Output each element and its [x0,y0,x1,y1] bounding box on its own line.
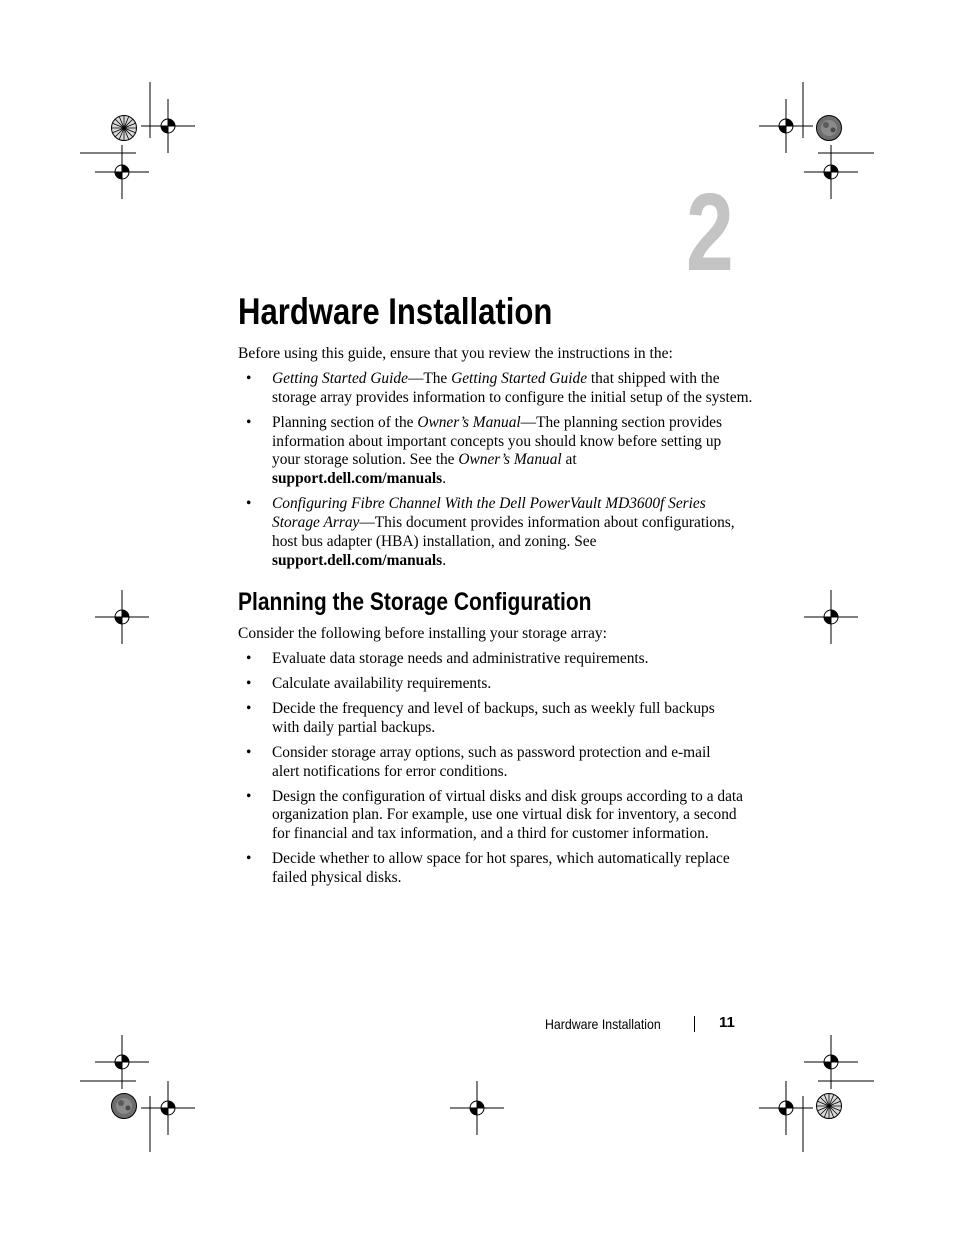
text-run: Configuring Fibre Channel With the Dell PowerVault MD3600f Series [272,495,706,513]
list-item [238,850,738,888]
list-item-line [272,451,738,470]
text-run: . [442,551,447,569]
list-item-line [272,470,738,489]
list-item [238,650,738,669]
list-item-line: with daily partial backups. [272,718,436,736]
link-text: support.dell.com/manuals [272,551,443,569]
list-item [238,414,738,489]
text-run: Owner’s Manual [458,451,562,469]
intro-bullet-list [238,370,753,570]
list-item-line [272,370,738,389]
section-title: Planning the Storage Configuration [238,588,592,616]
list-item-line [272,514,738,533]
text-run: information about important concepts you should know before setting up [272,432,722,450]
text-run: Owner’s Manual [417,413,521,431]
chapter-number: 2 [686,171,734,294]
list-item-line: • Design the configuration of virtual disks and disk groups according to a data [272,787,744,805]
list-item-line: • Calculate availability requirements. [272,674,492,692]
text-run: . [442,470,447,488]
list-item-line [272,433,738,452]
text-run: —The planning section provides [520,413,722,431]
text-run: at [561,451,577,469]
list-item [238,370,753,408]
list-item-line [272,414,738,433]
list-item-line: alert notifications for error conditions. [272,762,508,780]
list-item-line: • Consider storage array options, such as password protection and e-mail [272,743,711,761]
text-run: Storage Array [272,513,360,531]
list-item-line [272,533,738,552]
list-item-line: • Decide the frequency and level of backups, such as weekly full backups [272,699,715,717]
list-item [238,787,744,844]
intro-paragraph: Before using this guide, ensure that you review the instructions in the: [238,345,673,362]
list-item-line: failed physical disks. [272,868,402,886]
section-intro-paragraph: Consider the following before installing your storage array: [238,625,607,642]
text-run: —This document provides information about configurations, [359,513,735,531]
list-item-line [272,495,738,514]
link-text: support.dell.com/manuals [272,470,443,488]
list-item-line: • Evaluate data storage needs and administrative requirements. [272,650,649,667]
page-title: Hardware Installation [238,291,553,332]
list-item-line: for financial and tax information, and a third for customer information. [272,825,709,843]
text-run: host bus adapter (HBA) installation, and zoning. See [272,532,597,550]
list-item [238,744,738,782]
footer-divider [694,1016,695,1032]
list-item-line: • Decide whether to allow space for hot spares, which automatically replace [272,850,730,868]
footer-chapter-label: Hardware Installation [545,1016,661,1032]
text-run: Getting Started Guide [451,370,588,387]
list-item-line [272,552,738,571]
text-run: —The [407,370,452,387]
text-run: storage array provides information to configure the initial setup of the system. [272,388,753,406]
section-bullet-list [238,650,744,888]
text-run: Planning section of the [272,413,418,431]
text-run: Getting Started Guide [272,370,408,387]
list-item [238,495,738,570]
text-run: your storage solution. See the [272,451,459,469]
list-item [238,700,738,738]
list-item-line [272,388,753,408]
list-item-line: organization plan. For example, use one virtual disk for inventory, a second [272,806,737,824]
text-run: that shipped with the [587,370,720,387]
list-item [238,675,738,694]
footer-page-number: 11 [719,1014,735,1031]
